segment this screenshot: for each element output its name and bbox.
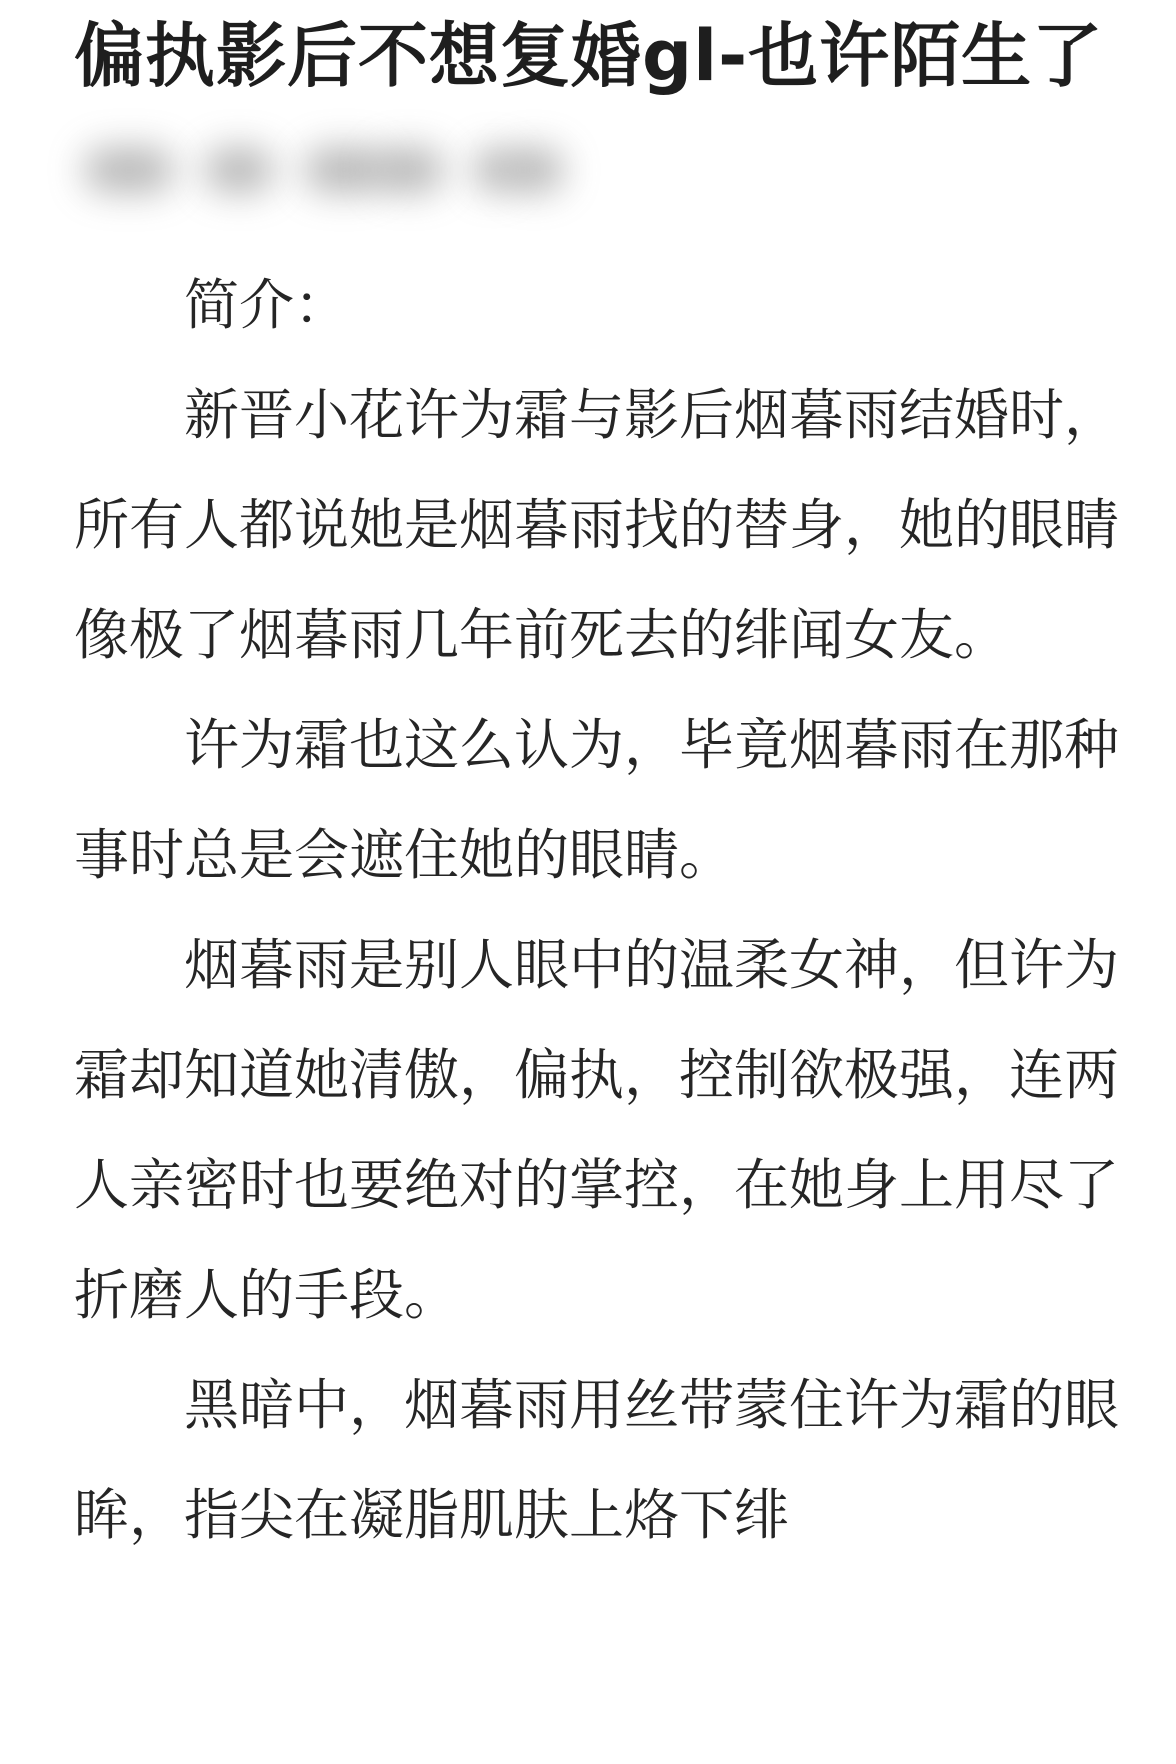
blurred-author-line — [74, 108, 1120, 238]
blur-mark — [84, 148, 174, 192]
document-body — [74, 250, 1120, 1570]
paragraph: 烟暮雨是别人眼中的温柔女神，但许为霜却知道她清傲，偏执，控制欲极强，连两人亲密时也要绝对的掌控，在她身上用尽了折磨人的手段。 — [74, 933, 1120, 1327]
paragraph: 新晋小花许为霜与影后烟暮雨结婚时，所有人都说她是烟暮雨找的替身，她的眼睛像极了烟暮雨几年前死去的绯闻女友。 — [74, 383, 1120, 667]
blur-mark — [374, 148, 444, 192]
blur-mark — [304, 148, 384, 192]
intro-label: 简介： — [184, 273, 350, 337]
paragraph: 黑暗中，烟暮雨用丝带蒙住许为霜的眼眸，指尖在凝脂肌肤上烙下绯 — [74, 1373, 1120, 1547]
paragraph: 许为霜也这么认为，毕竟烟暮雨在那种事时总是会遮住她的眼睛。 — [74, 713, 1120, 887]
document-title: 偏执影后不想复婚gl-也许陌生了 — [74, 15, 1104, 97]
blur-mark — [504, 148, 564, 192]
blur-mark — [204, 148, 274, 192]
